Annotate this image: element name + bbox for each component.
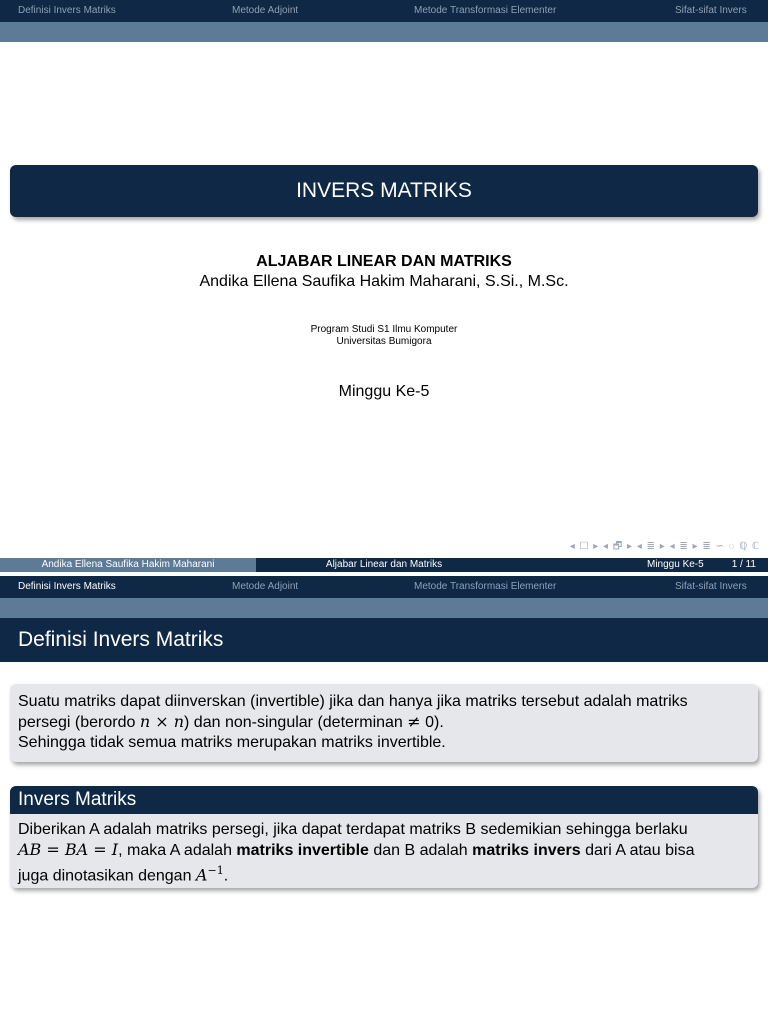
text-span: juga dinotasikan dengan [18, 867, 196, 885]
block-line: Suatu matriks dapat diinverskan (invertible) jika dan hanya jika matriks tersebut adalah matriks [18, 693, 688, 710]
institute-program: Program Studi S1 Ilmu Komputer [310, 324, 458, 335]
institute-university: Universitas Bumigora [336, 336, 432, 347]
block-line [18, 840, 750, 861]
text-span: dari A atau bisa [580, 842, 695, 859]
invers-matriks-block [10, 786, 758, 888]
footer-course: Aljabar Linear dan Matriks [256, 558, 512, 572]
math-ab-ba-i: AB = BA = I [18, 840, 119, 859]
nav-item-adjoint[interactable]: Metode Adjoint [232, 5, 299, 16]
text-span: ) dan non-singular (determinan [184, 714, 408, 731]
date-text: Minggu Ke-5 [338, 383, 430, 400]
block-line [18, 861, 750, 886]
author-name: Andika Ellena Saufika Hakim Maharani, S.Si., M.Sc. [199, 273, 569, 290]
course-subtitle: ALJABAR LINEAR DAN MATRIKS [256, 253, 512, 270]
block-body [10, 814, 758, 888]
term-invers: matriks invers [472, 842, 581, 859]
math-not-equal: ≠ [407, 712, 421, 731]
block-title: Invers Matriks [10, 786, 758, 814]
section-navbar [0, 576, 768, 598]
nav-item-definisi[interactable]: Definisi Invers Matriks [18, 581, 116, 592]
nav-item-sifat[interactable]: Sifat-sifat Invers [675, 581, 747, 592]
footer-author: Andika Ellena Saufika Hakim Maharani [0, 558, 256, 572]
section-navbar [0, 0, 768, 22]
slide-title: INVERS MATRIKS [10, 165, 758, 217]
subsection-strip [0, 22, 768, 42]
frame-title: Definisi Invers Matriks [0, 618, 768, 662]
nav-item-definisi[interactable]: Definisi Invers Matriks [18, 5, 116, 16]
block-line [18, 712, 750, 733]
definition-slide [0, 576, 768, 1024]
footer-bar [0, 558, 768, 572]
math-exponent: −1 [207, 864, 224, 877]
footer-right [512, 558, 768, 572]
math-n-by-n: n × n [139, 712, 185, 731]
footer-week: Minggu Ke-5 [647, 559, 704, 570]
subsection-strip [0, 598, 768, 618]
text-span: , maka A adalah [118, 842, 237, 859]
beamer-navigation-icons[interactable]: ◂ ☐ ▸ ◂ 🗗 ▸ ◂ ≣ ▸ ◂ ≣ ▸ ≣ ∽ ◌ ℚ ℂ [569, 541, 760, 552]
block-line: Diberikan A adalah matriks persegi, jika dapat terdapat matriks B sedemikian sehingga berlaku [18, 821, 688, 838]
nav-item-transformasi[interactable]: Metode Transformasi Elementer [414, 581, 557, 592]
math-a-inverse: A [195, 865, 208, 885]
block-line: Sehingga tidak semua matriks merupakan matriks invertible. [18, 734, 446, 751]
definition-block [10, 684, 758, 762]
footer-page-number: 1 / 11 [731, 559, 756, 570]
nav-item-adjoint[interactable]: Metode Adjoint [232, 581, 299, 592]
text-span: dan B adalah [368, 842, 473, 859]
nav-item-sifat[interactable]: Sifat-sifat Invers [675, 5, 747, 16]
text-span: 0). [420, 714, 444, 731]
text-span: persegi (berordo [18, 714, 140, 731]
text-span: . [223, 867, 229, 885]
term-invertible: matriks invertible [236, 842, 369, 859]
nav-item-transformasi[interactable]: Metode Transformasi Elementer [414, 5, 557, 16]
